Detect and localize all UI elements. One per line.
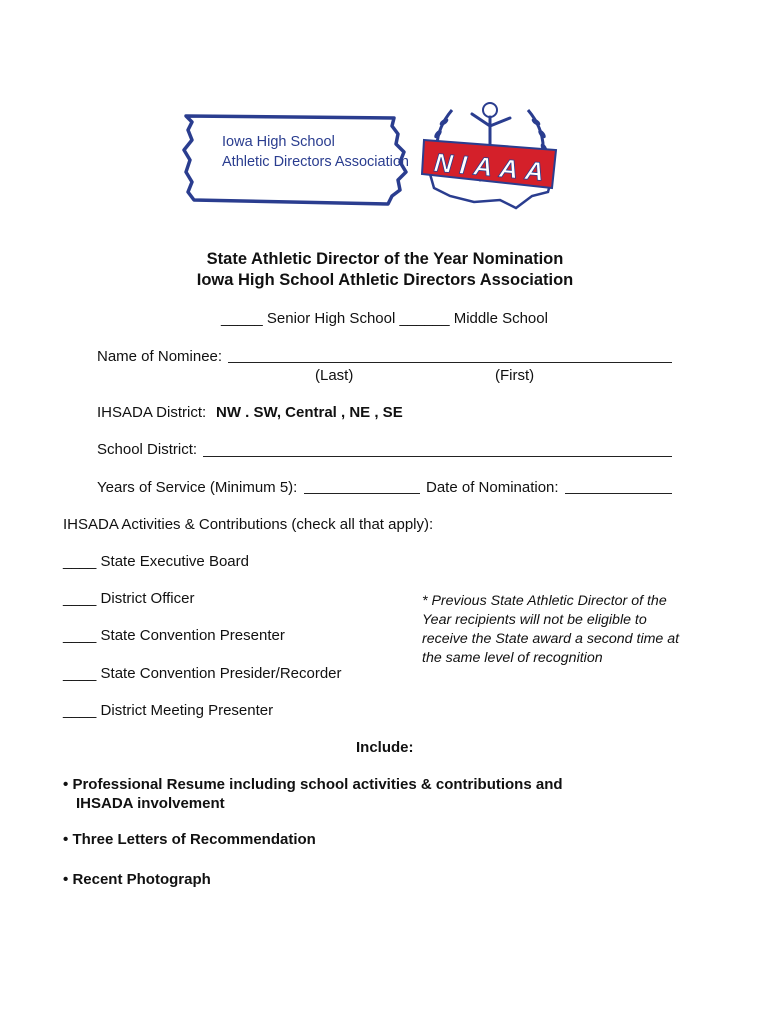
district-options[interactable]: NW . SW, Central , NE , SE <box>216 404 403 421</box>
middle-school-blank[interactable]: ______ <box>399 310 450 327</box>
include-item-label: Three Letters of Recommendation <box>72 831 316 848</box>
middle-school-label: Middle School <box>453 310 548 327</box>
niaaa-laurel-map-icon <box>420 96 560 216</box>
bullet-icon: • <box>63 871 69 888</box>
activity-label: State Executive Board <box>100 553 249 570</box>
activity-checkbox-blank[interactable]: ____ <box>63 553 97 570</box>
level-selector <box>221 310 548 328</box>
ihsada-logo <box>178 110 410 212</box>
activity-item <box>63 553 249 571</box>
activity-item <box>63 665 342 683</box>
school-district-field[interactable] <box>203 456 672 457</box>
include-item <box>63 871 211 889</box>
include-item-label: Recent Photograph <box>72 871 211 888</box>
form-title: State Athletic Director of the Year Nomination <box>206 250 564 268</box>
date-of-nomination-label: Date of Nomination: <box>426 479 559 496</box>
ihsada-logo-line2: Athletic Directors Association <box>222 154 409 170</box>
senior-high-label: Senior High School <box>266 310 396 327</box>
school-district-label: School District: <box>97 441 198 458</box>
activity-item <box>63 627 285 645</box>
iowa-state-outline-icon <box>178 110 410 212</box>
ihsada-logo-line1: Iowa High School <box>222 134 335 150</box>
activity-checkbox-blank[interactable]: ____ <box>63 590 97 607</box>
include-heading: Include: <box>356 739 414 756</box>
activity-item <box>63 590 194 608</box>
bullet-icon: • <box>63 831 69 848</box>
activity-item <box>63 702 273 720</box>
years-of-service-field[interactable] <box>304 493 420 494</box>
activity-label: State Convention Presider/Recorder <box>100 665 342 682</box>
activity-label: District Meeting Presenter <box>100 702 274 719</box>
eligibility-note: * Previous State Athletic Director of the Year recipients will not be eligible to receive the State award a second time at the same level of recognition <box>422 593 680 666</box>
form-subtitle: Iowa High School Athletic Directors Association <box>196 271 574 289</box>
activity-checkbox-blank[interactable]: ____ <box>63 702 97 719</box>
activity-label: State Convention Presenter <box>100 627 285 644</box>
include-item <box>63 776 563 794</box>
district-label: IHSADA District: <box>97 404 207 421</box>
date-of-nomination-field[interactable] <box>565 493 672 494</box>
include-item <box>63 831 316 849</box>
niaaa-logo <box>420 96 560 216</box>
bullet-icon: • <box>63 776 69 793</box>
niaaa-logo-text: NIAAA <box>432 147 546 187</box>
activity-label: District Officer <box>100 590 195 607</box>
include-item-label: Professional Resume including school activities & contributions and <box>72 776 563 793</box>
activities-heading: IHSADA Activities & Contributions (check all that apply): <box>63 516 434 533</box>
years-of-service-label: Years of Service (Minimum 5): <box>97 479 298 496</box>
nominee-last-label: (Last) <box>315 367 354 384</box>
activity-checkbox-blank[interactable]: ____ <box>63 665 97 682</box>
include-item-continuation: IHSADA involvement <box>76 795 225 812</box>
activity-checkbox-blank[interactable]: ____ <box>63 627 97 644</box>
nominee-first-label: (First) <box>495 367 535 384</box>
senior-high-blank[interactable]: _____ <box>221 310 263 327</box>
nominee-name-field[interactable] <box>228 362 672 363</box>
nominee-label: Name of Nominee: <box>97 348 223 365</box>
